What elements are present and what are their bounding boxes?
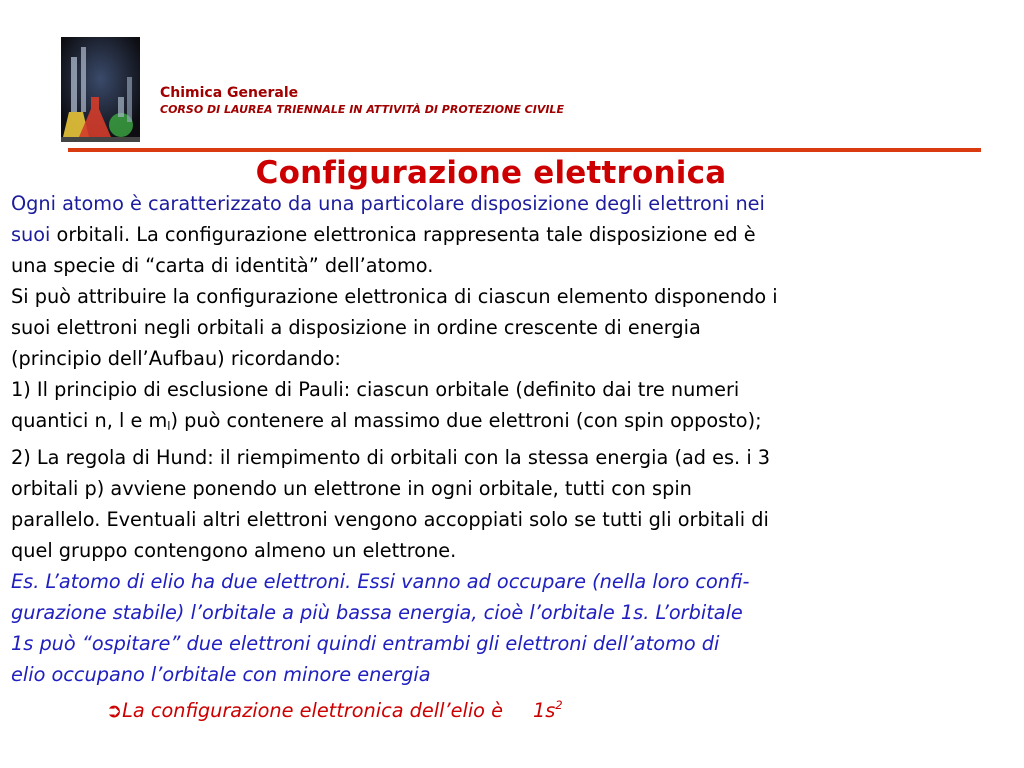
rule1-line1: 1) Il principio di esclusione di Pauli: ciascun orbitale (definito dai tre numeri <box>11 378 740 401</box>
rule1-subscript: l <box>167 419 171 433</box>
conclusion-text: La configurazione elettronica dell’elio è <box>122 699 503 722</box>
rule1-line2-a: quantici n, l e m <box>11 409 168 432</box>
rule1-line2 <box>11 405 1016 442</box>
orbital-exponent: 2 <box>555 698 563 712</box>
paragraph2-line3: (principio dell’Aufbau) ricordando: <box>11 347 341 370</box>
paragraph1-line2 <box>11 219 1016 250</box>
chemistry-flasks-logo-icon <box>61 37 140 142</box>
page-title: Configurazione elettronica <box>255 155 727 191</box>
paragraph1-line1: Ogni atomo è caratterizzato da una particolare disposizione degli elettroni nei <box>11 192 765 215</box>
example-line4: elio occupano l’orbitale con minore energia <box>11 663 431 686</box>
paragraph2-line2: suoi elettroni negli orbitali a disposizione in ordine crescente di energia <box>11 316 701 339</box>
paragraph1-blue-word: suoi <box>11 223 51 246</box>
orbital-notation: 1s <box>532 699 556 722</box>
example-line2: gurazione stabile) l’orbitale a più bassa energia, cioè l’orbitale 1s. L’orbitale <box>11 601 743 624</box>
conclusion-line <box>11 690 1016 726</box>
slide-body <box>11 188 1016 726</box>
paragraph1-line3: una specie di “carta di identità” dell’atomo. <box>11 254 434 277</box>
arrow-icon: ➲ <box>106 699 123 722</box>
course-subtitle: CORSO DI LAUREA TRIENNALE IN ATTIVITÀ DI PROTEZIONE CIVILE <box>160 103 564 116</box>
paragraph1-line2-rest: orbitali. La configurazione elettronica rappresenta tale disposizione ed è <box>50 223 756 246</box>
example-line3: 1s può “ospitare” due elettroni quindi entrambi gli elettroni dell’atomo di <box>11 632 720 655</box>
rule2-line3: parallelo. Eventuali altri elettroni vengono accoppiati solo se tutti gli orbitali di <box>11 508 769 531</box>
course-name: Chimica Generale <box>160 85 299 101</box>
rule2-line2: orbitali p) avviene ponendo un elettrone in ogni orbitale, tutti con spin <box>11 477 692 500</box>
rule1-line2-b: ) può contenere al massimo due elettroni (con spin opposto); <box>170 409 762 432</box>
rule2-line1: 2) La regola di Hund: il riempimento di orbitali con la stessa energia (ad es. i 3 <box>11 446 771 469</box>
course-header <box>160 84 564 118</box>
paragraph2-line1: Si può attribuire la configurazione elettronica di ciascun elemento disponendo i <box>11 285 778 308</box>
example-line1: Es. L’atomo di elio ha due elettroni. Essi vanno ad occupare (nella loro confi- <box>11 570 750 593</box>
rule2-line4: quel gruppo contengono almeno un elettrone. <box>11 539 457 562</box>
